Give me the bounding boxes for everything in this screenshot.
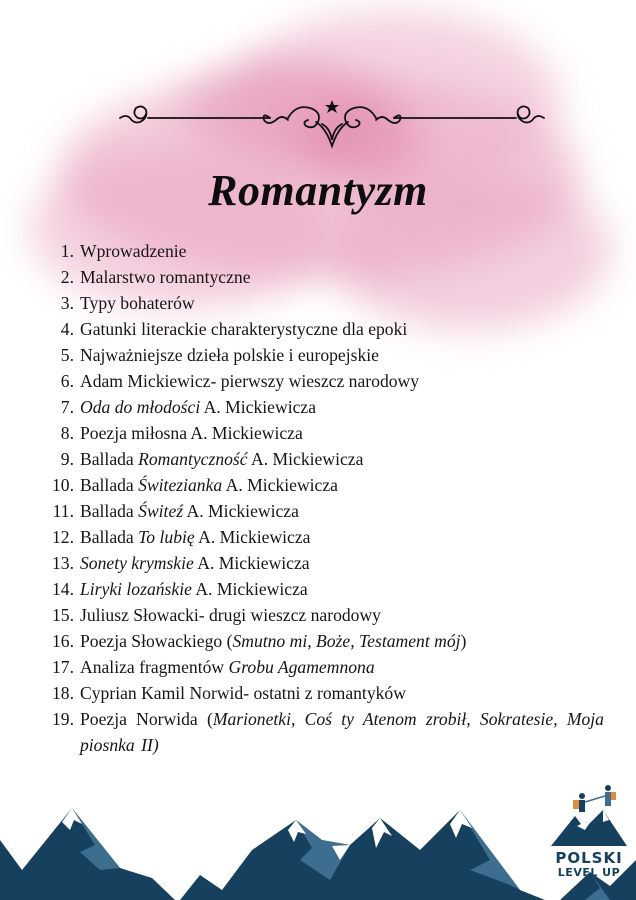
text-segment: Ballada bbox=[80, 475, 139, 495]
toc-item-text bbox=[80, 420, 604, 446]
text-segment: Analiza fragmentów bbox=[80, 657, 229, 677]
toc-item-number: 1. bbox=[60, 241, 74, 261]
text-segment: Ballada bbox=[80, 449, 139, 469]
toc-item-number: 6. bbox=[60, 371, 74, 391]
toc-item-number: 19. bbox=[52, 709, 74, 729]
toc-item bbox=[44, 316, 604, 342]
page-title: Romantyzm bbox=[208, 166, 428, 215]
toc-item bbox=[44, 576, 604, 602]
text-segment: A. Mickiewicza bbox=[183, 501, 299, 521]
text-segment: Adam Mickiewicz- pierwszy wieszcz narodowy bbox=[80, 371, 420, 391]
text-segment: Poezja Norwida ( bbox=[80, 709, 213, 729]
toc-item-text bbox=[80, 498, 604, 524]
text-segment: Najważniejsze dzieła polskie i europejskie bbox=[80, 345, 379, 365]
toc-item bbox=[44, 238, 604, 264]
toc-item bbox=[44, 342, 604, 368]
toc-item-text bbox=[80, 342, 604, 368]
text-segment: A. Mickiewicza bbox=[191, 579, 308, 599]
toc-item-text bbox=[80, 446, 604, 472]
toc-item bbox=[44, 394, 604, 420]
text-segment: Ballada bbox=[80, 501, 139, 521]
italic-title: Sonety krymskie bbox=[80, 553, 194, 573]
toc-item-text bbox=[80, 368, 604, 394]
toc-item-text bbox=[80, 264, 604, 290]
italic-title: Świtezianka bbox=[138, 475, 223, 495]
text-segment: Malarstwo romantyczne bbox=[80, 267, 251, 287]
toc-item-text bbox=[80, 290, 604, 316]
toc-item bbox=[44, 706, 604, 758]
toc-item-text bbox=[80, 472, 604, 498]
toc-item-number: 12. bbox=[52, 527, 74, 547]
toc-item-text bbox=[80, 550, 604, 576]
logo-line1: POLSKI bbox=[555, 849, 623, 867]
toc-item bbox=[44, 654, 604, 680]
logo-line2: LEVEL UP bbox=[557, 866, 621, 879]
text-segment: Juliusz Słowacki- drugi wieszcz narodowy bbox=[80, 605, 381, 625]
toc-item-number: 7. bbox=[60, 397, 74, 417]
toc-item-text bbox=[80, 576, 604, 602]
toc-item-text bbox=[80, 602, 604, 628]
italic-title: Oda do młodości bbox=[80, 397, 201, 417]
toc-item-number: 15. bbox=[52, 605, 74, 625]
toc-item-text bbox=[80, 238, 604, 264]
text-segment: A. Mickiewicza bbox=[247, 449, 364, 469]
toc-item bbox=[44, 368, 604, 394]
text-segment: A. Mickiewicza bbox=[222, 475, 338, 495]
toc-item bbox=[44, 446, 604, 472]
toc-item bbox=[44, 524, 604, 550]
toc-item bbox=[44, 628, 604, 654]
text-segment: Poezja Słowackiego ( bbox=[80, 631, 233, 651]
italic-title: Grobu Agamemnona bbox=[228, 657, 375, 677]
toc-item-number: 9. bbox=[60, 449, 74, 469]
toc-item bbox=[44, 498, 604, 524]
toc-item bbox=[44, 602, 604, 628]
text-segment: ) bbox=[460, 631, 467, 651]
italic-title: Marionetki, Coś ty Atenom zrobił, Sokratesie, Moja piosnka II) bbox=[80, 709, 604, 755]
toc-item bbox=[44, 290, 604, 316]
toc-item bbox=[44, 420, 604, 446]
toc-item-number: 4. bbox=[60, 319, 74, 339]
toc-item bbox=[44, 472, 604, 498]
text-segment: A. Mickiewicza bbox=[193, 553, 310, 573]
flourish-divider-icon bbox=[118, 96, 546, 152]
toc-item-number: 10. bbox=[52, 475, 74, 495]
mountain-climbers-logo-icon bbox=[545, 780, 633, 850]
toc-item-number: 2. bbox=[60, 267, 74, 287]
toc-item bbox=[44, 550, 604, 576]
toc-item-text bbox=[80, 316, 604, 342]
toc-item-number: 13. bbox=[52, 553, 74, 573]
polski-level-up-logo bbox=[545, 780, 633, 890]
italic-title: Smutno mi, Boże, Testament mój bbox=[232, 631, 461, 651]
italic-title: To lubię bbox=[138, 527, 195, 547]
toc-item bbox=[44, 264, 604, 290]
toc-item-text bbox=[80, 654, 604, 680]
toc-item-number: 5. bbox=[60, 345, 74, 365]
text-segment: Poezja miłosna A. Mickiewicza bbox=[80, 423, 303, 443]
toc-item-number: 8. bbox=[60, 423, 74, 443]
text-segment: Wprowadzenie bbox=[80, 241, 187, 261]
text-segment: Typy bohaterów bbox=[80, 293, 195, 313]
italic-title: Romantyczność bbox=[138, 449, 248, 469]
toc-item-number: 3. bbox=[60, 293, 74, 313]
italic-title: Liryki lozańskie bbox=[80, 579, 192, 599]
text-segment: A. Mickiewicza bbox=[200, 397, 317, 417]
text-segment: Gatunki literackie charakterystyczne dla epoki bbox=[80, 319, 408, 339]
toc-item-number: 14. bbox=[52, 579, 74, 599]
toc-item-number: 17. bbox=[52, 657, 74, 677]
table-of-contents bbox=[44, 238, 604, 758]
text-segment: Cyprian Kamil Norwid- ostatni z romantyków bbox=[80, 683, 406, 703]
toc-item-text bbox=[80, 524, 604, 550]
toc-item bbox=[44, 680, 604, 706]
toc-item-text bbox=[80, 706, 604, 758]
text-segment: A. Mickiewicza bbox=[194, 527, 311, 547]
toc-item-number: 16. bbox=[52, 631, 74, 651]
toc-item-text bbox=[80, 680, 604, 706]
toc-item-number: 11. bbox=[52, 501, 74, 521]
toc-item-text bbox=[80, 628, 604, 654]
text-segment: Ballada bbox=[80, 527, 139, 547]
mountain-range-icon bbox=[0, 790, 636, 900]
italic-title: Świteź bbox=[138, 501, 184, 521]
toc-item-number: 18. bbox=[52, 683, 74, 703]
toc-item-text bbox=[80, 394, 604, 420]
